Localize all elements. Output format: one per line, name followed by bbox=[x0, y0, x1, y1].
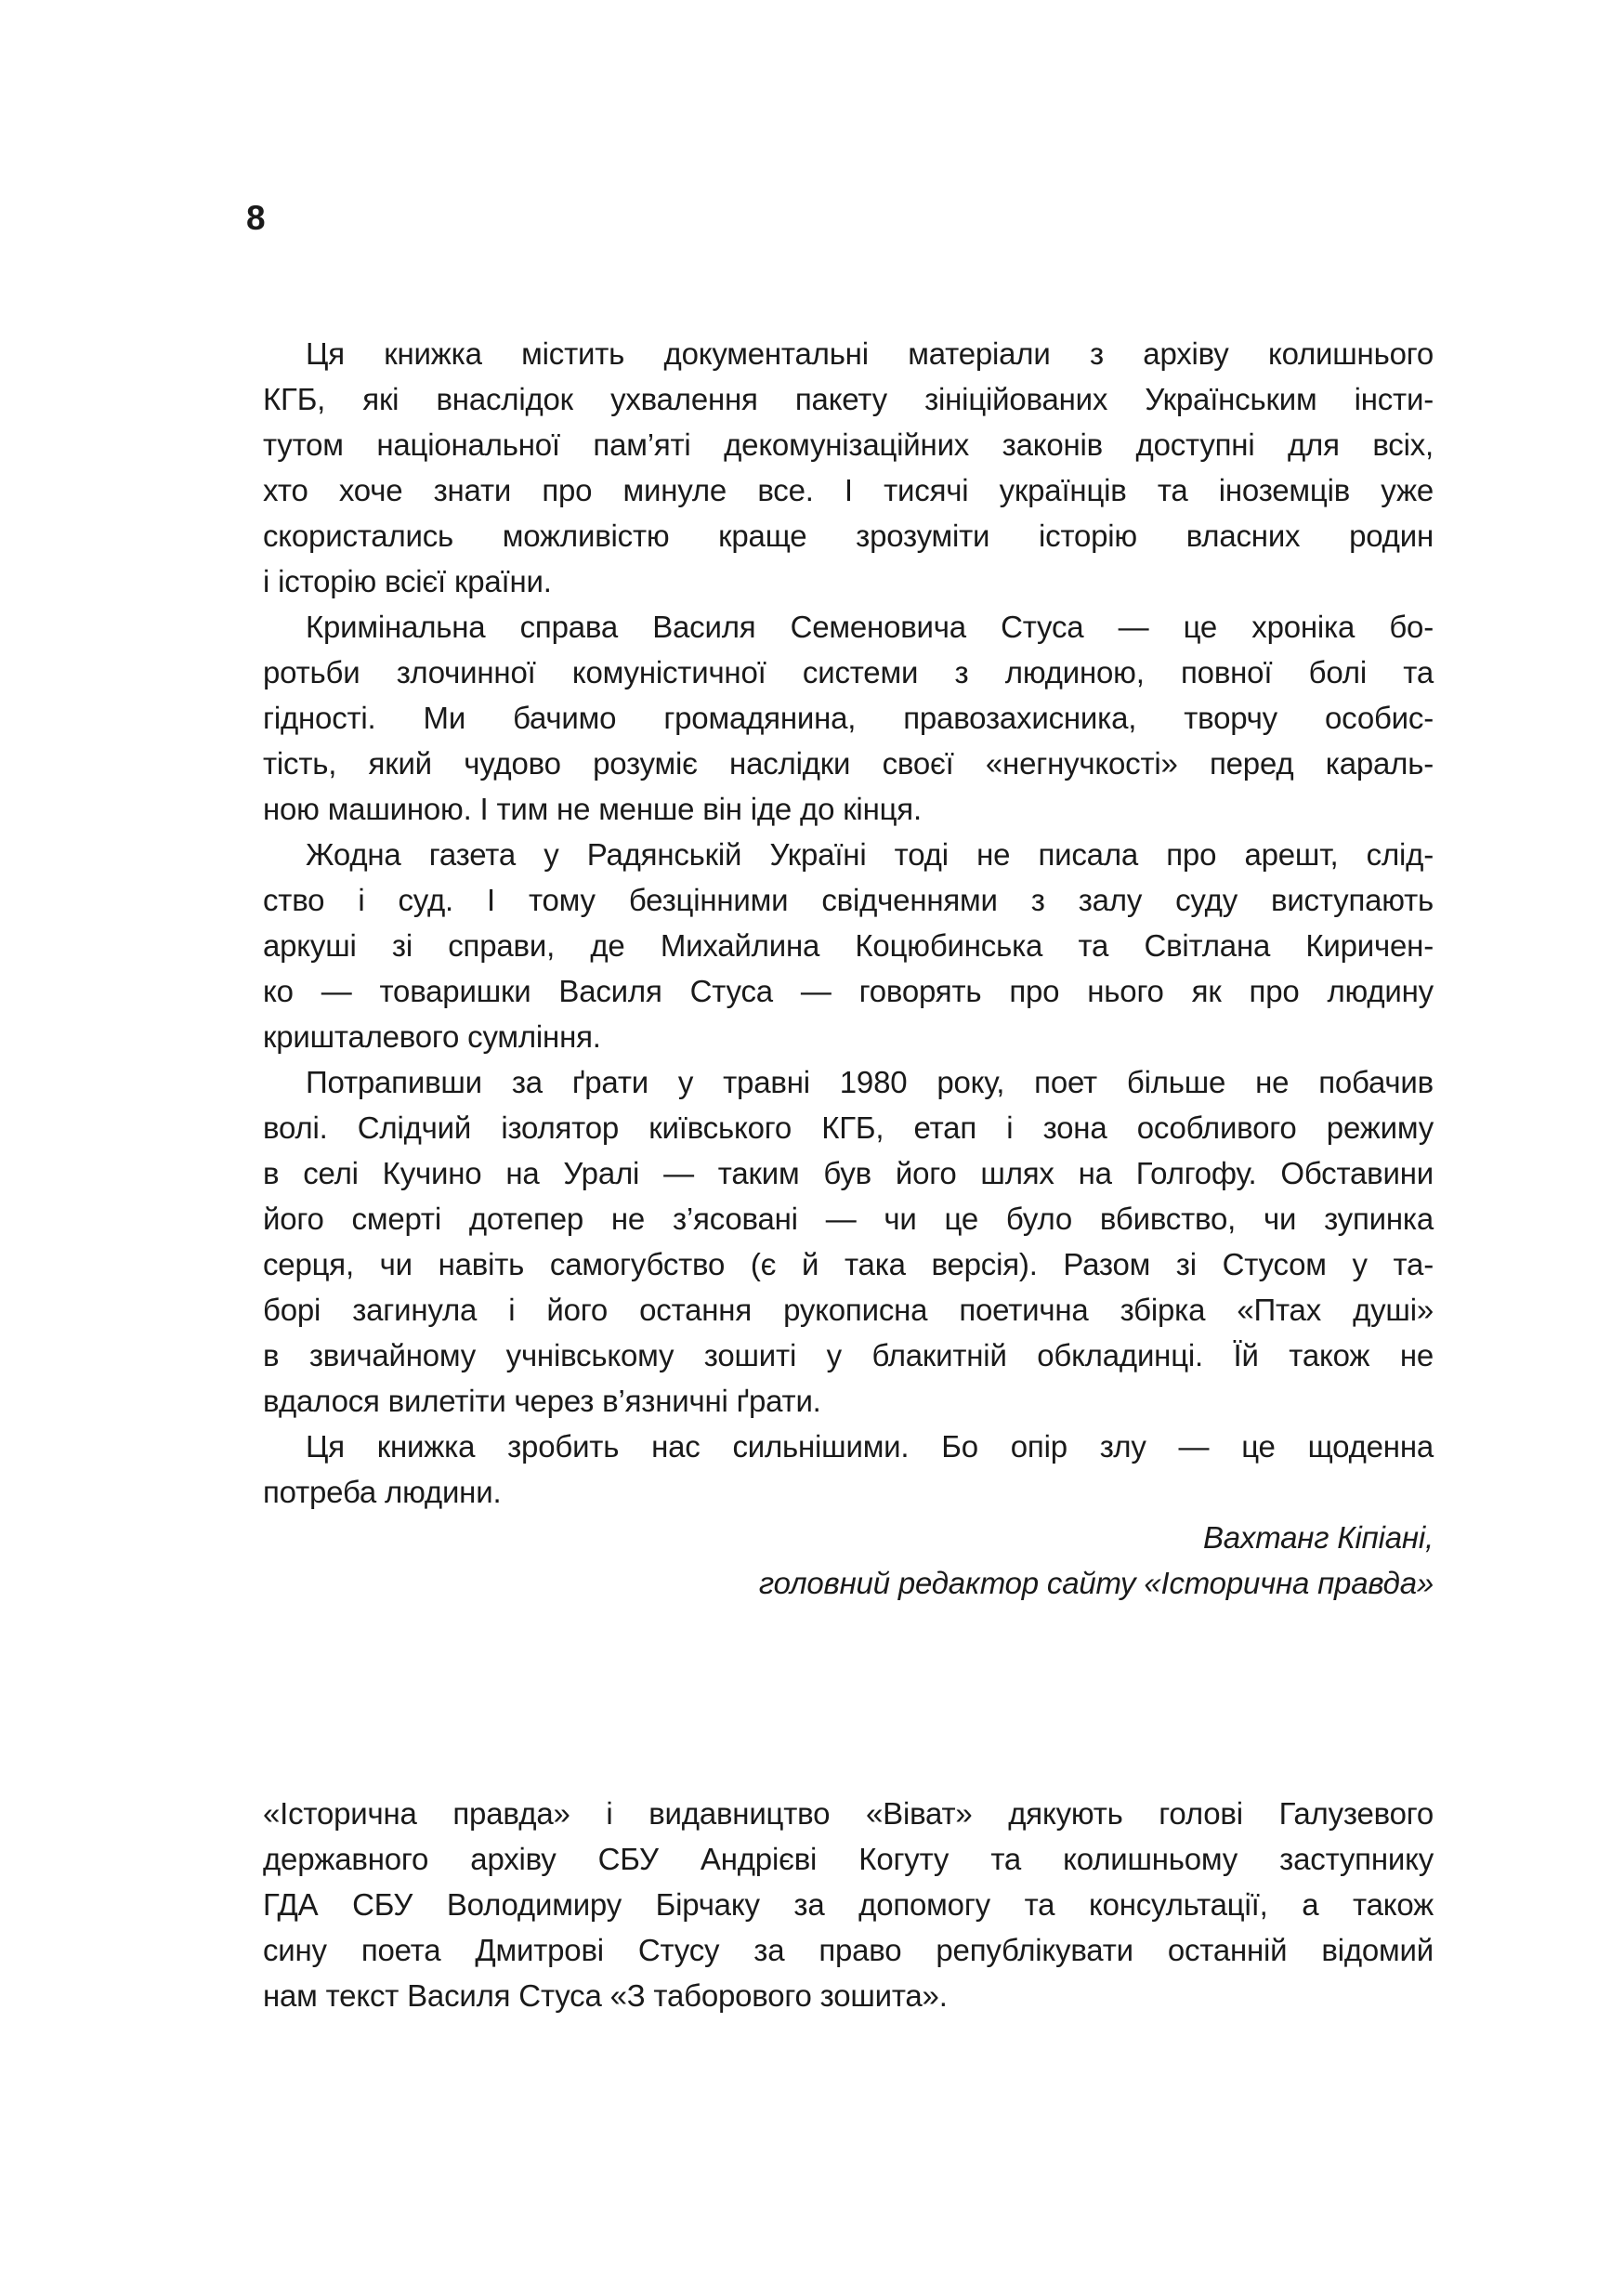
acknowledgement-text bbox=[263, 1791, 1434, 2018]
signature-block bbox=[263, 1515, 1434, 1606]
text-line: Кримінальна справа Василя Семеновича Стуса — це хроніка бо- bbox=[306, 610, 1434, 644]
paragraph bbox=[263, 1791, 1434, 2018]
text-line: гідності. Ми бачимо громадянина, правозахисника, творчу особис- bbox=[263, 701, 1434, 735]
text-line: в звичайному учнівському зошиті у блакитній обкладинці. Їй також не bbox=[263, 1338, 1434, 1372]
text-line: Ця книжка містить документальні матеріали з архіву колишнього bbox=[306, 336, 1434, 371]
text-line: волі. Слідчий ізолятор київського КГБ, етап і зона особливого режиму bbox=[263, 1110, 1434, 1145]
paragraph bbox=[263, 1424, 1434, 1515]
text-line: кришталевого сумління. bbox=[263, 1019, 601, 1054]
paragraph bbox=[263, 331, 1434, 604]
paragraph bbox=[263, 604, 1434, 832]
text-line: ротьби злочинної комуністичної системи з людиною, повної болі та bbox=[263, 655, 1434, 689]
text-line: Потрапивши за ґрати у травні 1980 року, поет більше не побачив bbox=[306, 1065, 1434, 1099]
signature-role: головний редактор сайту «Історична правда» bbox=[758, 1566, 1434, 1600]
text-line: КГБ, які внаслідок ухвалення пакету зініційованих Українським інсти- bbox=[263, 382, 1434, 416]
text-line: хто хоче знати про минуле все. І тисячі українців та іноземців уже bbox=[263, 473, 1434, 507]
text-line: нам текст Василя Стуса «З таборового зошита». bbox=[263, 1978, 948, 2013]
page-number: 8 bbox=[246, 199, 266, 237]
text-line: аркуші зі справи, де Михайлина Коцюбинська та Світлана Киричен- bbox=[263, 928, 1434, 963]
text-line: серця, чи навіть самогубство (є й така версія). Разом зі Стусом у та- bbox=[263, 1247, 1434, 1281]
text-line: ною машиною. І тим не менше він іде до кінця. bbox=[263, 792, 922, 826]
body-text bbox=[263, 331, 1434, 1515]
text-line: тутом національної пам’яті декомунізаційних законів доступні для всіх, bbox=[263, 427, 1434, 462]
signature-name: Вахтанг Кіпіані, bbox=[1202, 1520, 1434, 1555]
text-line: «Історична правда» і видавництво «Віват» дякують голові Галузевого bbox=[263, 1796, 1434, 1831]
text-line: скористались можливістю краще зрозуміти історію власних родин bbox=[263, 519, 1434, 553]
text-line: вдалося вилетіти через в’язничні ґрати. bbox=[263, 1384, 821, 1418]
text-line: сину поета Дмитрові Стусу за право републікувати останній відомий bbox=[263, 1933, 1434, 1967]
paragraph bbox=[263, 832, 1434, 1059]
text-line: ГДА СБУ Володимиру Бірчаку за допомогу та консультації, а також bbox=[263, 1887, 1434, 1922]
text-line: борі загинула і його остання рукописна поетична збірка «Птах душі» bbox=[263, 1293, 1434, 1327]
text-line: і історію всієї країни. bbox=[263, 564, 552, 598]
text-line: його смерті дотепер не з’ясовані — чи це було вбивство, чи зупинка bbox=[263, 1202, 1434, 1236]
text-line: державного архіву СБУ Андрієві Когуту та колишньому заступнику bbox=[263, 1842, 1434, 1876]
text-line: потреба людини. bbox=[263, 1475, 502, 1509]
text-line: ство і суд. І тому безцінними свідченнями з залу суду виступають bbox=[263, 883, 1434, 917]
text-line: тість, який чудово розуміє наслідки своєї «негнучкості» перед караль- bbox=[263, 746, 1434, 781]
text-line: Жодна газета у Радянській Україні тоді не писала про арешт, слід- bbox=[306, 837, 1434, 872]
paragraph bbox=[263, 1059, 1434, 1424]
text-line: Ця книжка зробить нас сильнішими. Бо опір злу — це щоденна bbox=[306, 1429, 1434, 1464]
text-line: ко — товаришки Василя Стуса — говорять про нього як про людину bbox=[263, 974, 1434, 1008]
text-line: в селі Кучино на Уралі — таким був його шлях на Голгофу. Обставини bbox=[263, 1156, 1434, 1190]
